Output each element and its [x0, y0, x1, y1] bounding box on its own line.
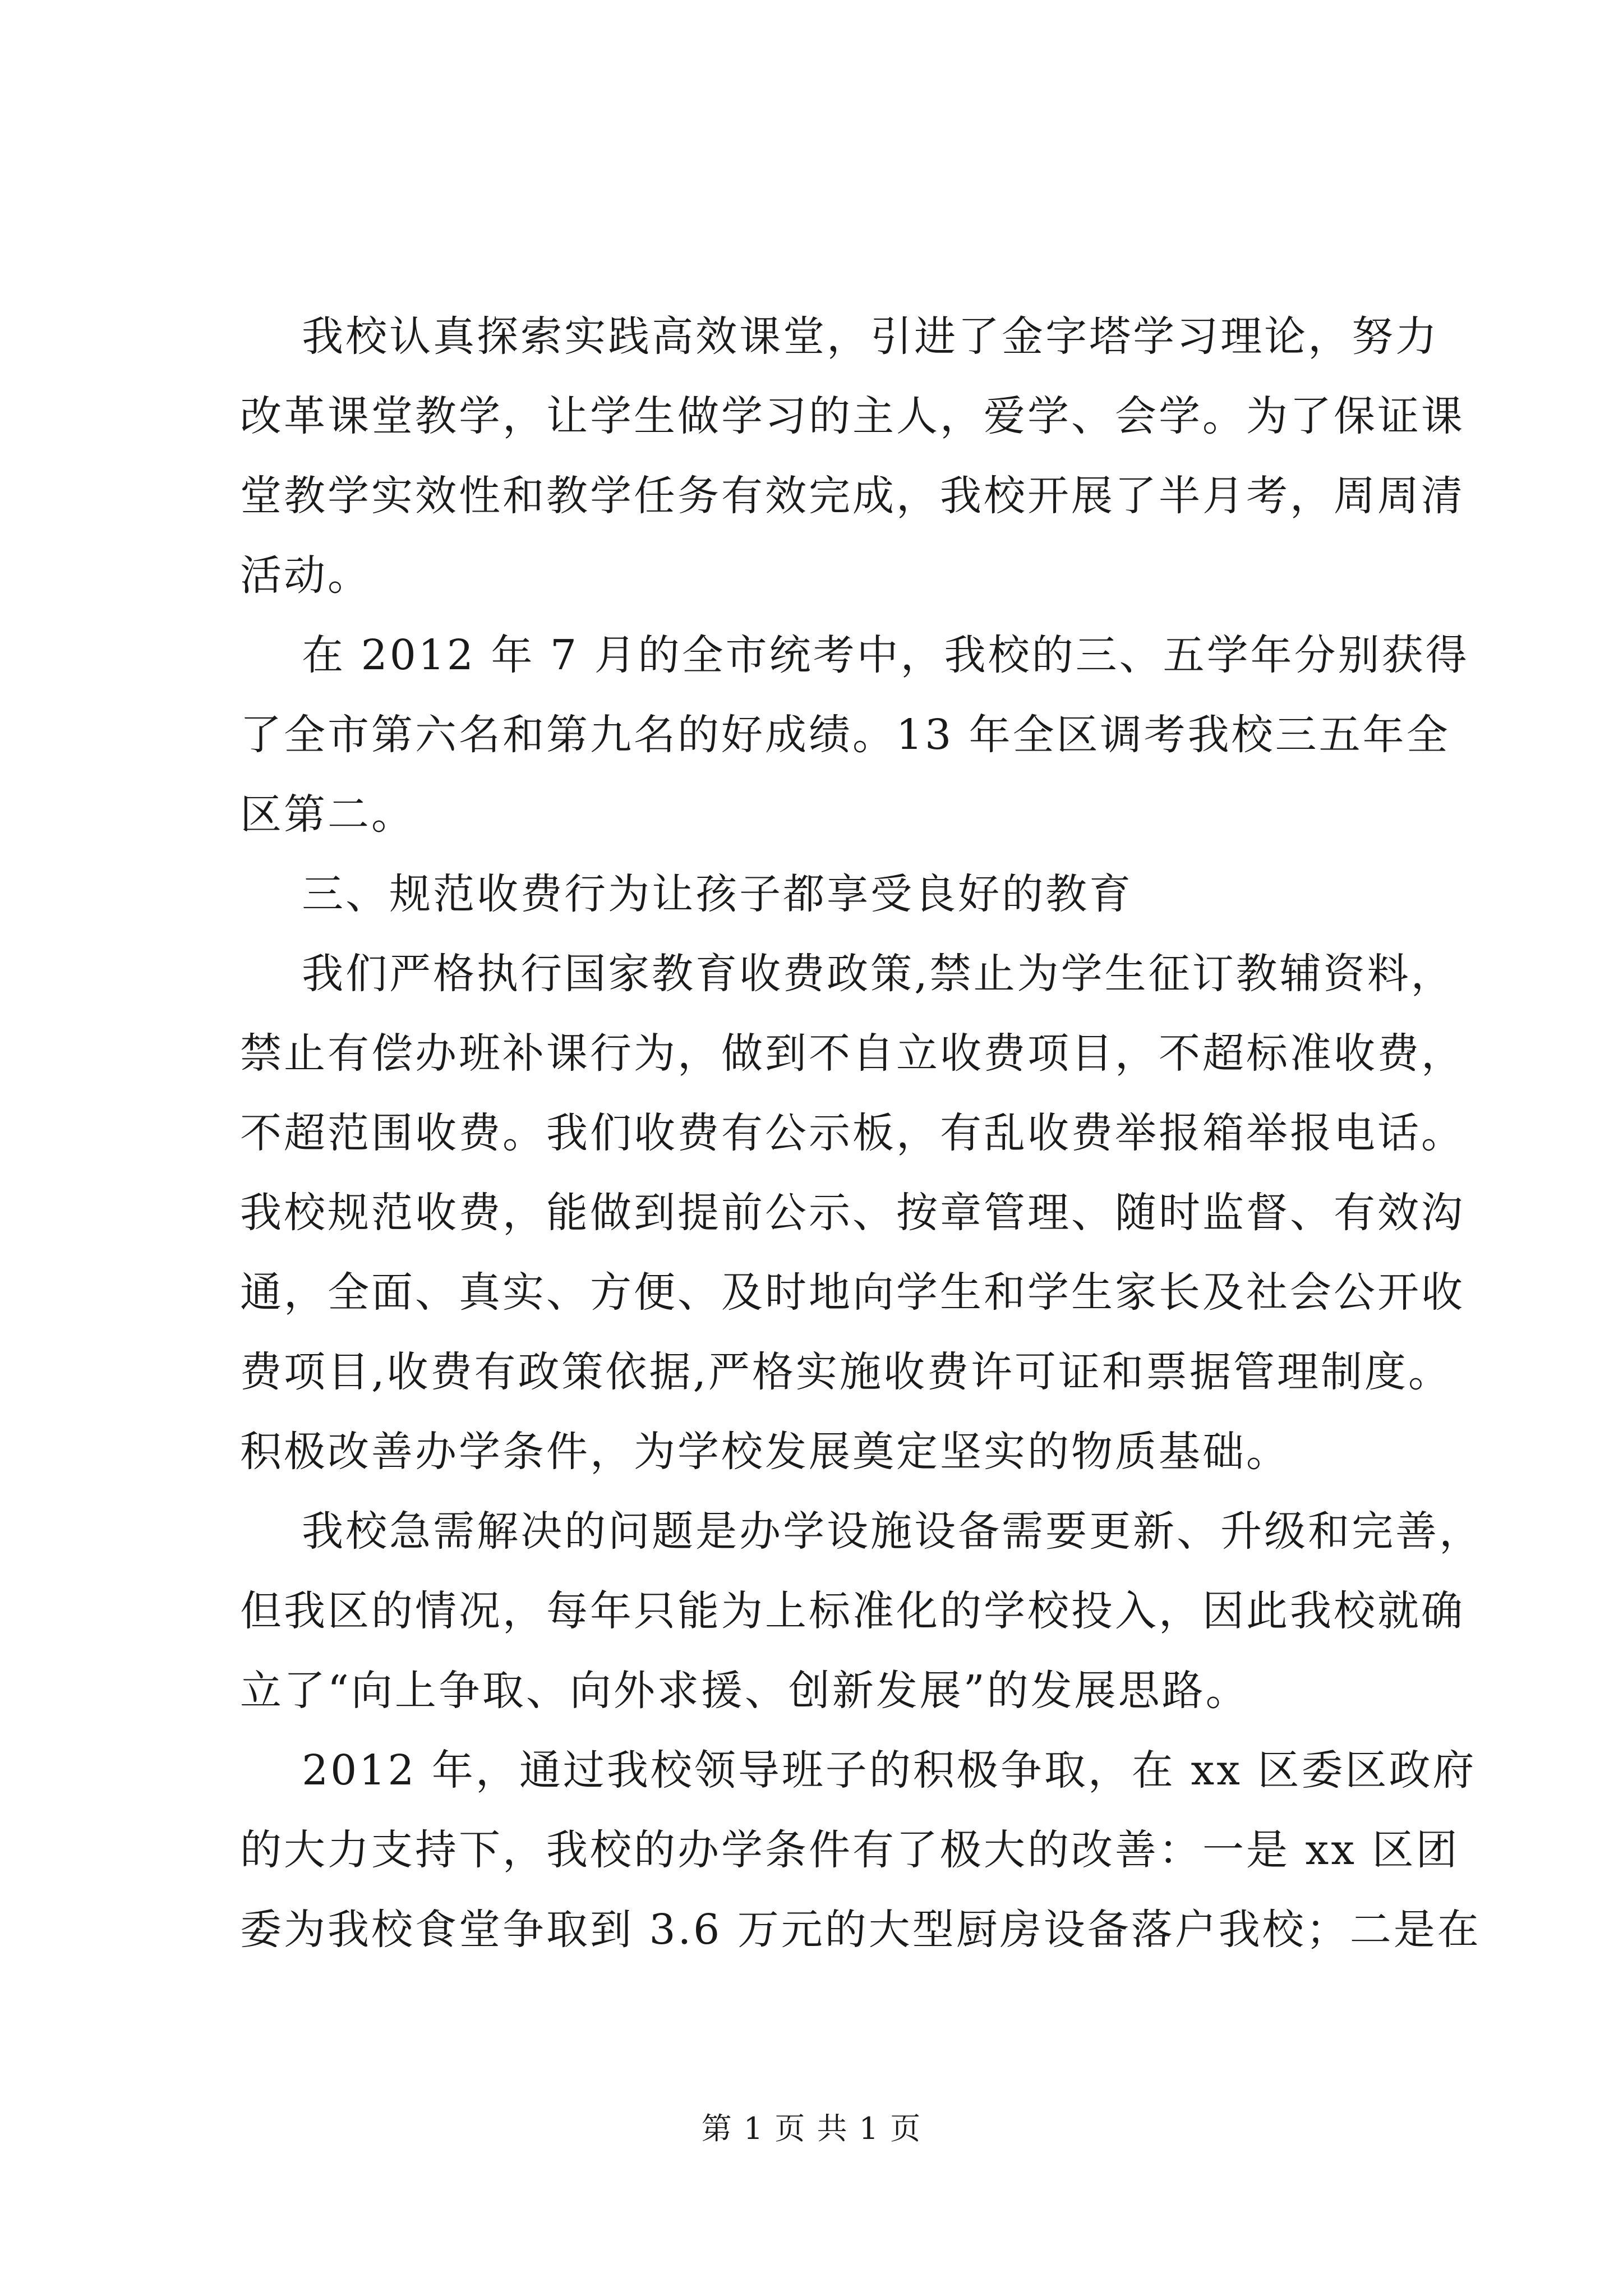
text-line: 我们严格执行国家教育收费政策,禁止为学生征订教辅资料，	[240, 950, 1455, 998]
text-line: 委为我校食堂争取到 3.6 万元的大型厨房设备落户我校；二是在	[240, 1906, 1481, 1954]
text-line: 了全市第六名和第九名的好成绩。13 年全区调考我校三五年全	[240, 711, 1450, 759]
page-number-footer: 第 1 页 共 1 页	[701, 2111, 922, 2146]
text-line: 活动。	[240, 551, 371, 600]
text-line: 立了“向上争取、向外求援、创新发展”的发展思路。	[240, 1667, 1249, 1715]
text-line: 的大力支持下，我校的办学条件有了极大的改善：一是 xx 区团	[240, 1826, 1460, 1874]
text-line: 通，全面、真实、方便、及时地向学生和学生家长及社会公开收	[240, 1268, 1465, 1317]
section-heading: 三、规范收费行为让孩子都享受良好的教育	[240, 870, 1133, 918]
text-line: 改革课堂教学，让学生做学习的主人，爱学、会学。为了保证课	[240, 392, 1465, 440]
text-line: 区第二。	[240, 790, 415, 839]
text-line: 禁止有偿办班补课行为，做到不自立收费项目，不超标准收费，	[240, 1029, 1465, 1078]
text-line: 我校急需解决的问题是办学设施设备需要更新、升级和完善，	[240, 1507, 1483, 1556]
text-line: 在 2012 年 7 月的全市统考中，我校的三、五学年分别获得	[240, 631, 1469, 679]
text-line: 堂教学实效性和教学任务有效完成，我校开展了半月考，周周清	[240, 472, 1465, 520]
text-line: 积极改善办学条件，为学校发展奠定坚实的物质基础。	[240, 1428, 1290, 1476]
text-line: 但我区的情况，每年只能为上标准化的学校投入，因此我校就确	[240, 1587, 1465, 1635]
text-line: 我校规范收费，能做到提前公示、按章管理、随时监督、有效沟	[240, 1189, 1465, 1237]
text-line: 我校认真探索实践高效课堂，引进了金字塔学习理论，努力	[240, 312, 1440, 361]
text-line: 2012 年，通过我校领导班子的积极争取，在 xx 区委区政府	[240, 1746, 1477, 1795]
text-line: 费项目,收费有政策依据,严格实施收费许可证和票据管理制度。	[240, 1348, 1453, 1396]
text-line: 不超范围收费。我们收费有公示板，有乱收费举报箱举报电话。	[240, 1109, 1465, 1157]
